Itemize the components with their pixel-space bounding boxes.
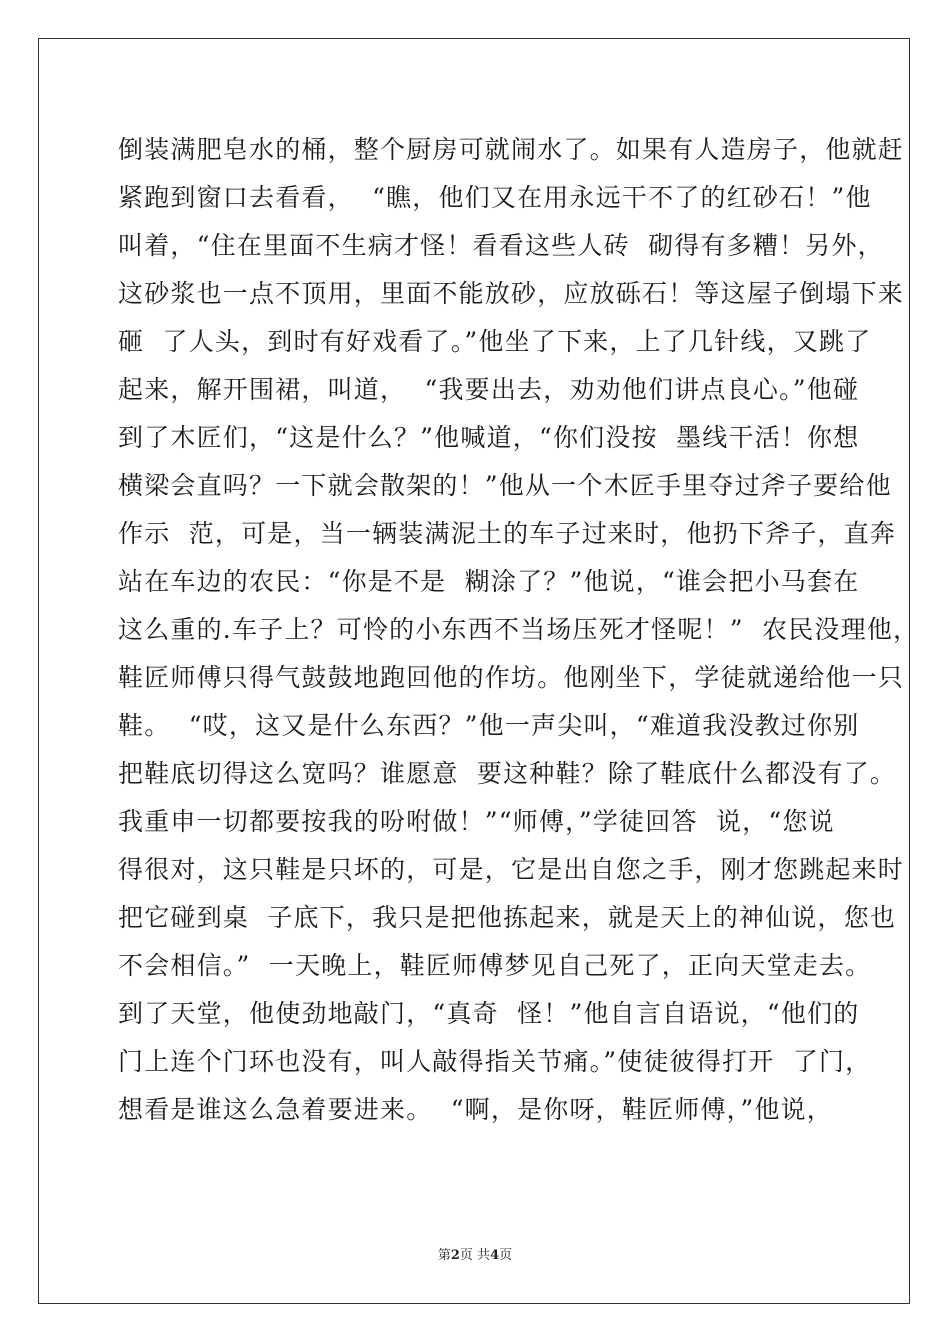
text-line: 站在车边的农民：“你是不是 糊涂了？”他说，“谁会把小马套在 xyxy=(118,567,860,596)
page-footer xyxy=(0,1248,950,1264)
text-line: 这么重的.车子上？可怜的小东西不当场压死才怪呢！” 农民没理他， xyxy=(118,615,920,644)
footer-mid: 页 共 xyxy=(459,1248,491,1263)
footer-suffix: 页 xyxy=(499,1248,513,1263)
text-line: 不会相信。” 一天晚上，鞋匠师傅梦见自己死了，正向天堂走去。 xyxy=(118,951,872,980)
text-line: 叫着，“住在里面不生病才怪！看看这些人砖 砌得有多糟！另外， xyxy=(118,231,884,260)
text-line: 到了木匠们，“这是什么？”他喊道，“你们没按 墨线干活！你想 xyxy=(118,423,860,452)
text-line: 紧跑到窗口去看看， “瞧，他们又在用永远干不了的红砂石！”他 xyxy=(118,183,872,212)
text-line: 得很对，这只鞋是只坏的，可是，它是出自您之手，刚才您跳起来时 xyxy=(118,855,905,884)
text-line: 把鞋底切得这么宽吗？谁愿意 要这种鞋？除了鞋底什么都没有了。 xyxy=(118,759,897,788)
text-line: 砸 了人头，到时有好戏看了。”他坐了下来，上了几针线，又跳了 xyxy=(118,327,872,356)
current-page-number: 2 xyxy=(450,1248,460,1263)
text-line: 倒装满肥皂水的桶，整个厨房可就闹水了。如果有人造房子，他就赶 xyxy=(118,135,905,164)
text-line: 想看是谁这么急着要进来。 “啊，是你呀，鞋匠师傅，”他说， xyxy=(118,1095,833,1124)
body-text xyxy=(118,131,920,1139)
text-line: 把它碰到桌 子底下，我只是把他拣起来，就是天上的神仙说，您也 xyxy=(118,903,897,932)
text-line: 到了天堂，他使劲地敲门，“真奇 怪！”他自言自语说，“他们的 xyxy=(118,999,860,1028)
total-pages-number: 4 xyxy=(490,1248,500,1263)
text-line: 门上连个门环也没有，叫人敲得指关节痛。”使徒彼得打开 了门， xyxy=(118,1047,872,1076)
text-line: 横梁会直吗？一下就会散架的！”他从一个木匠手里夺过斧子要给他 xyxy=(118,471,892,500)
text-line: 鞋匠师傅只得气鼓鼓地跑回他的作坊。他刚坐下，学徒就递给他一只 xyxy=(118,663,905,692)
text-line: 我重申一切都要按我的吩咐做！”“师傅，”学徒回答 说，“您说 xyxy=(118,807,835,836)
text-line: 作示 范，可是，当一辆装满泥土的车子过来时，他扔下斧子，直奔 xyxy=(118,519,897,548)
text-line: 这砂浆也一点不顶用，里面不能放砂，应放砾石！等这屋子倒塌下来 xyxy=(118,279,905,308)
footer-prefix: 第 xyxy=(437,1248,451,1263)
text-line: 鞋。 “哎，这又是什么东西？”他一声尖叫，“难道我没教过你别 xyxy=(118,711,860,740)
text-line: 起来，解开围裙，叫道， “我要出去，劝劝他们讲点良心。”他碰 xyxy=(118,375,860,404)
